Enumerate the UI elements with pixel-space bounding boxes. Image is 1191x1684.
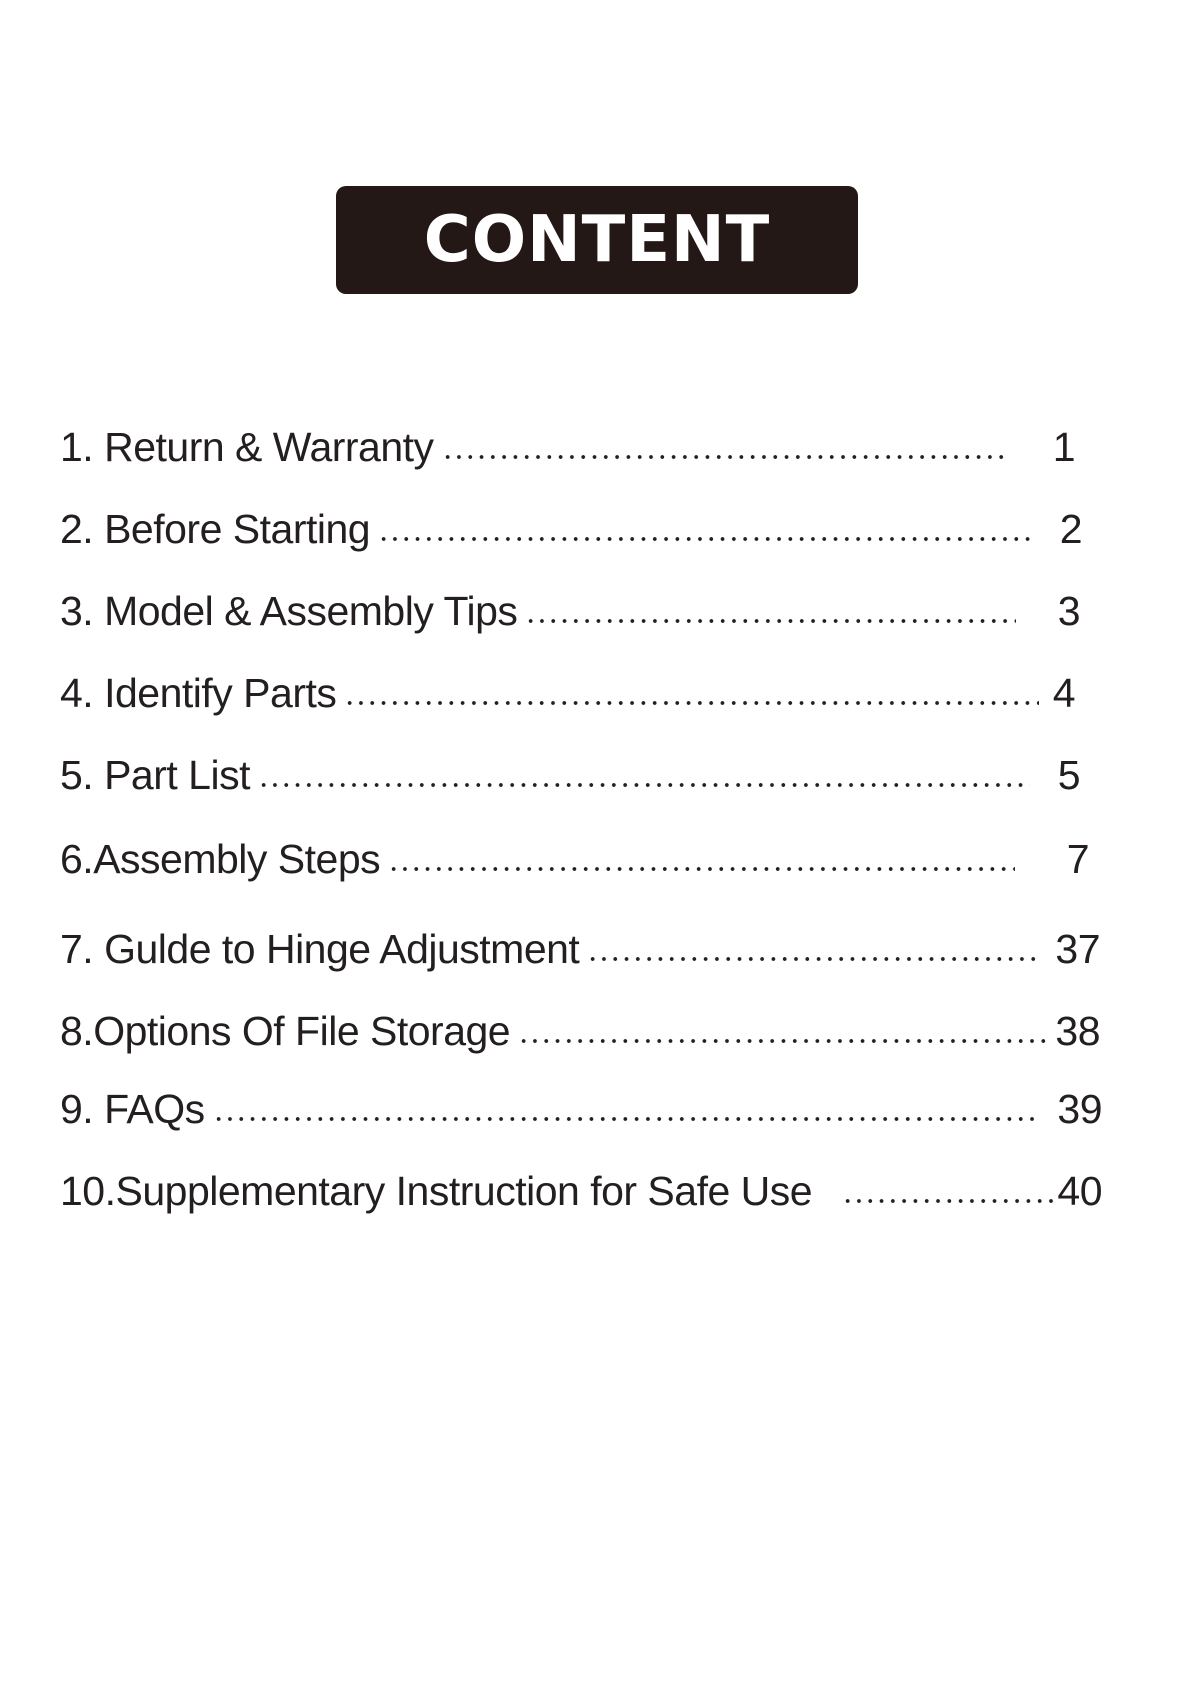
- toc-entry-title: 6.Assembly Steps: [60, 836, 381, 882]
- toc-entry-page: 39: [1057, 1086, 1102, 1132]
- toc-entry-page: 2: [1059, 506, 1082, 552]
- toc-dot-leader: [388, 866, 1015, 872]
- toc-entry-title: 1. Return & Warranty: [60, 424, 434, 470]
- toc-entry-safe-use[interactable]: [60, 1164, 1102, 1218]
- toc-entry-title: 5. Part List: [60, 752, 250, 798]
- toc-entry-title: 10.Supplementary Instruction for Safe Use: [60, 1168, 813, 1214]
- toc-entry-title: 8.Options Of File Storage: [60, 1008, 511, 1054]
- toc-entry-part-list[interactable]: [60, 748, 1080, 802]
- page-title: CONTENT: [423, 203, 771, 277]
- toc-dot-leader: [442, 454, 1007, 460]
- toc-entry-assembly-steps[interactable]: [60, 832, 1089, 886]
- toc-entry-identify-parts[interactable]: [60, 666, 1075, 720]
- toc-entry-page: 3: [1057, 588, 1080, 634]
- toc-entry-hinge-adjustment[interactable]: [60, 922, 1100, 976]
- toc-entry-faqs[interactable]: [60, 1082, 1102, 1136]
- toc-entry-page: 38: [1055, 1008, 1100, 1054]
- toc-dot-leader: [518, 1038, 1051, 1044]
- toc-dot-leader: [258, 782, 1030, 788]
- toc-entry-page: 4: [1052, 670, 1075, 716]
- toc-dot-leader: [842, 1198, 1055, 1204]
- toc-dot-leader: [587, 956, 1041, 962]
- toc-entry-model-assembly-tips[interactable]: [60, 584, 1080, 638]
- toc-entry-page: 37: [1055, 926, 1100, 972]
- toc-entry-page: 40: [1057, 1168, 1102, 1214]
- toc-dot-leader: [378, 536, 1032, 542]
- toc-entry-title: 7. Gulde to Hinge Adjustment: [60, 926, 580, 972]
- toc-entry-page: 5: [1057, 752, 1080, 798]
- toc-entry-before-starting[interactable]: [60, 502, 1082, 556]
- toc-entry-title: 2. Before Starting: [60, 506, 371, 552]
- toc-dot-leader: [344, 700, 1038, 706]
- toc-entry-title: 9. FAQs: [60, 1086, 205, 1132]
- toc-entry-title: 4. Identify Parts: [60, 670, 337, 716]
- toc-entry-file-storage[interactable]: [60, 1004, 1100, 1058]
- toc-dot-leader: [213, 1116, 1040, 1122]
- toc-entry-title: 3. Model & Assembly Tips: [60, 588, 518, 634]
- toc-entry-page: 7: [1066, 836, 1089, 882]
- toc-entry-return-warranty[interactable]: [60, 420, 1075, 474]
- toc-dot-leader: [525, 618, 1015, 624]
- toc-entry-page: 1: [1052, 424, 1075, 470]
